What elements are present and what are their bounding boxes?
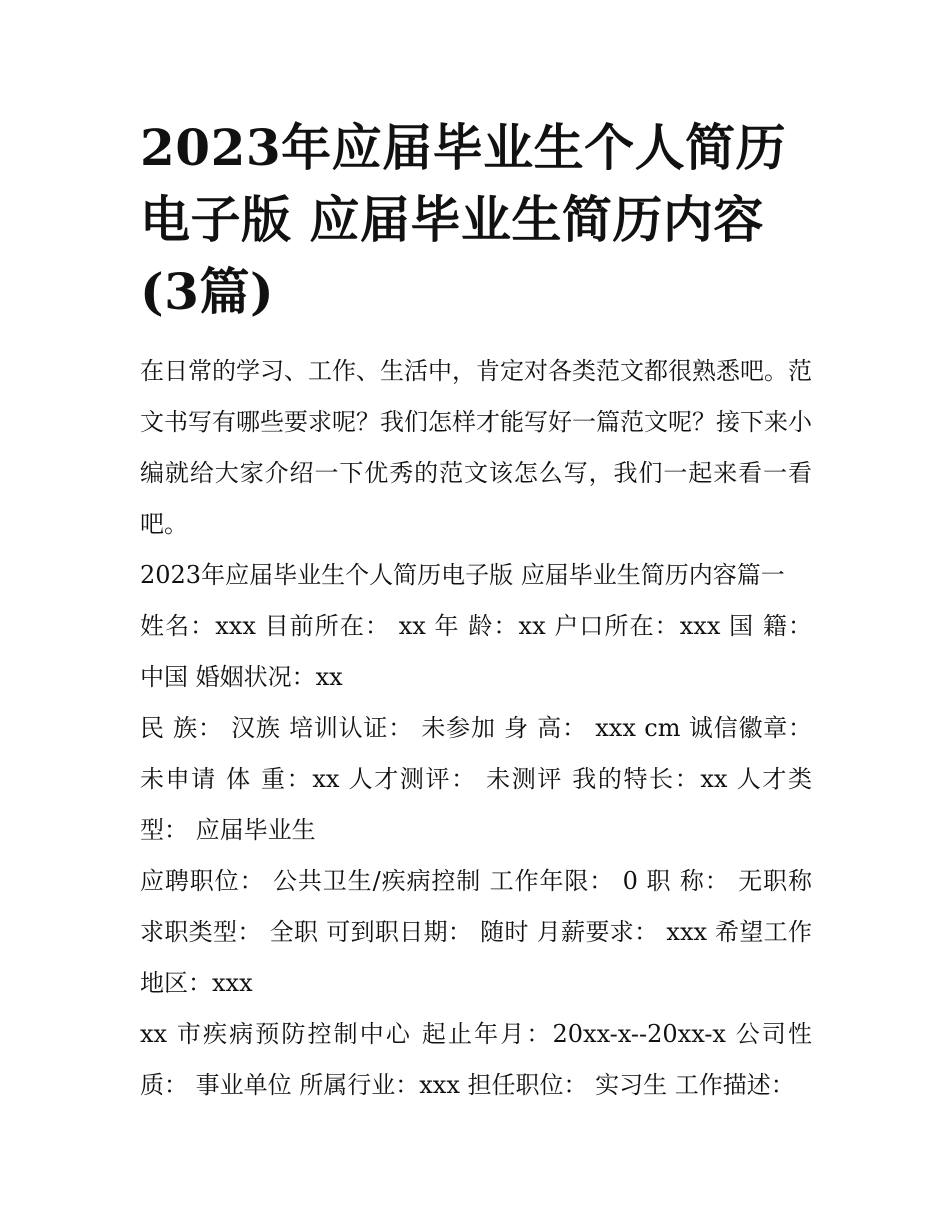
section-heading: 2023年应届毕业生个人简历电子版 应届毕业生简历内容篇一 [140, 561, 785, 589]
document-page [140, 112, 812, 1111]
job-intention-paragraph: 应聘职位： 公共卫生/疾病控制 工作年限： 0 职 称： 无职称 求职类型： 全职 可到职日期： 随时 月薪要求： xxx 希望工作地区：xxx [140, 867, 812, 997]
work-experience-paragraph: xx 市疾病预防控制中心 起止年月：20xx-x--20xx-x 公司性质： 事业单位 所属行业：xxx 担任职位： 实习生 工作描述： [140, 1020, 812, 1099]
personal-info-paragraph: 姓名：xxx 目前所在： xx 年 龄：xx 户口所在：xxx 国 籍： 中国 婚姻状况：xx [140, 612, 812, 691]
personal-details-paragraph: 民 族： 汉族 培训认证： 未参加 身 高： xxx cm 诚信徽章： 未申请 体 重：xx 人才测评： 未测评 我的特长：xx 人才类型： 应届毕业生 [140, 714, 812, 844]
document-body [140, 346, 812, 1111]
intro-paragraph: 在日常的学习、工作、生活中，肯定对各类范文都很熟悉吧。范文书写有哪些要求呢？我们怎样才能写好一篇范文呢？接下来小编就给大家介绍一下优秀的范文该怎么写，我们一起来看一看吧。 [140, 357, 812, 538]
document-title: 2023年应届毕业生个人简历电子版 应届毕业生简历内容(3篇) [140, 118, 787, 321]
